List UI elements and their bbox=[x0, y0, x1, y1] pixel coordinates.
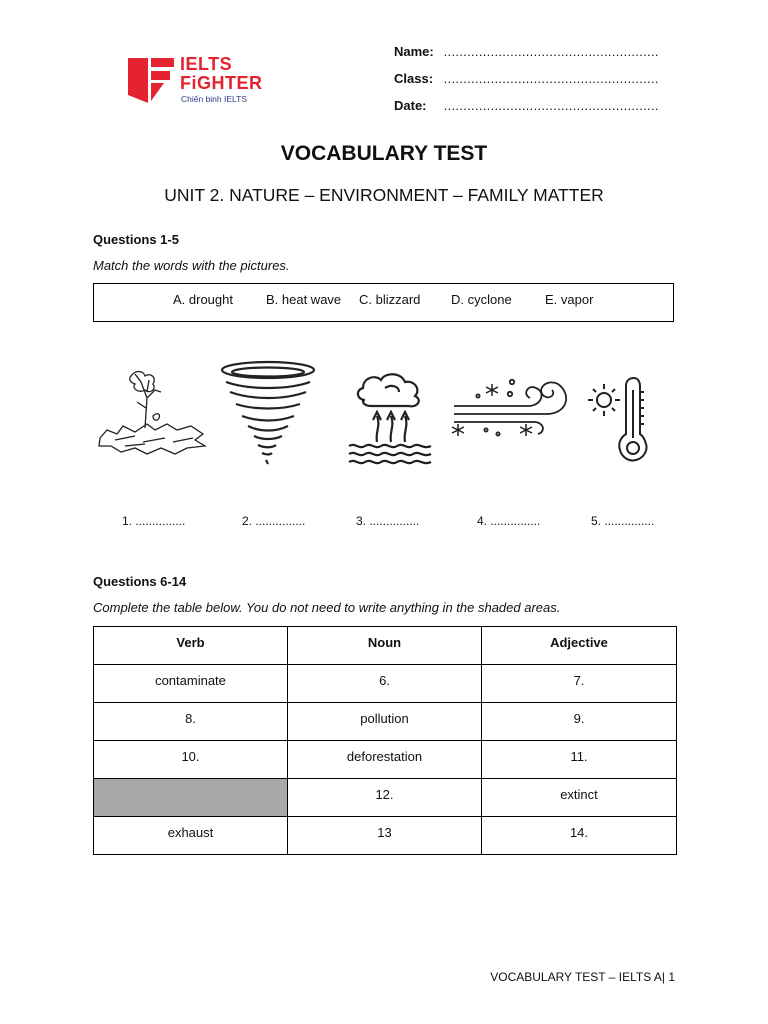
page-footer: VOCABULARY TEST – IELTS A| 1 bbox=[490, 970, 675, 984]
table-cell-answer[interactable]: 11. bbox=[482, 741, 677, 779]
table-cell-shaded bbox=[94, 779, 288, 817]
table-cell: extinct bbox=[482, 779, 677, 817]
table-cell-answer[interactable]: 6. bbox=[288, 665, 482, 703]
class-field[interactable] bbox=[394, 71, 659, 98]
word-option-a: A. drought bbox=[173, 292, 233, 307]
word-option-b: B. heat wave bbox=[266, 292, 342, 307]
table-cell-answer[interactable]: 14. bbox=[482, 817, 677, 855]
section1-heading: Questions 1-5 bbox=[93, 232, 179, 247]
answer-blank-3[interactable]: 3. ............... bbox=[356, 514, 420, 528]
table-cell-answer[interactable]: 12. bbox=[288, 779, 482, 817]
heat-wave-picture-icon bbox=[584, 372, 660, 466]
table-row bbox=[94, 741, 677, 779]
logo-tagline: Chiến binh IELTS bbox=[181, 94, 247, 104]
class-blank[interactable]: ....................................................... bbox=[443, 71, 659, 86]
logo-word-ielts: IELTS bbox=[180, 54, 233, 74]
column-header-noun: Noun bbox=[288, 627, 482, 665]
table-row bbox=[94, 703, 677, 741]
answer-blank-2[interactable]: 2. ............... bbox=[242, 514, 306, 528]
vapor-picture-icon bbox=[345, 370, 437, 466]
answer-blank-1[interactable]: 1. ............... bbox=[122, 514, 186, 528]
column-header-verb: Verb bbox=[94, 627, 288, 665]
table-header-row bbox=[94, 627, 677, 665]
logo-word-fighter: FiGHTER bbox=[180, 73, 263, 93]
word-form-table bbox=[93, 626, 677, 855]
table-cell-answer[interactable]: 7. bbox=[482, 665, 677, 703]
table-row bbox=[94, 817, 677, 855]
date-blank[interactable]: ....................................................... bbox=[443, 98, 659, 113]
student-info-fields bbox=[394, 44, 659, 125]
logo-mark-icon bbox=[126, 55, 176, 105]
section2-instruction: Complete the table below. You do not need to write anything in the shaded areas. bbox=[93, 600, 561, 615]
name-field[interactable] bbox=[394, 44, 659, 71]
table-cell: contaminate bbox=[94, 665, 288, 703]
table-cell: pollution bbox=[288, 703, 482, 741]
table-cell-answer[interactable]: 13 bbox=[288, 817, 482, 855]
drought-picture-icon bbox=[95, 368, 210, 460]
table-cell: deforestation bbox=[288, 741, 482, 779]
name-label: Name: bbox=[394, 44, 434, 59]
table-cell-answer[interactable]: 10. bbox=[94, 741, 288, 779]
ielts-fighter-logo bbox=[126, 53, 296, 109]
tornado-picture-icon bbox=[218, 360, 318, 468]
word-option-c: C. blizzard bbox=[359, 292, 421, 307]
section2-heading: Questions 6-14 bbox=[93, 574, 187, 589]
name-blank[interactable]: ....................................................... bbox=[443, 44, 659, 59]
answer-blank-4[interactable]: 4. ............... bbox=[477, 514, 541, 528]
word-option-e: E. vapor bbox=[545, 292, 594, 307]
word-bank-box bbox=[93, 283, 674, 322]
date-label: Date: bbox=[394, 98, 427, 113]
page-title: VOCABULARY TEST bbox=[280, 142, 488, 165]
table-cell-answer[interactable]: 8. bbox=[94, 703, 288, 741]
class-label: Class: bbox=[394, 71, 434, 86]
answer-blank-5[interactable]: 5. ............... bbox=[591, 514, 655, 528]
section1-instruction: Match the words with the pictures. bbox=[93, 258, 290, 273]
date-field[interactable] bbox=[394, 98, 659, 125]
table-cell: exhaust bbox=[94, 817, 288, 855]
picture-row bbox=[0, 360, 768, 470]
table-cell-answer[interactable]: 9. bbox=[482, 703, 677, 741]
blizzard-picture-icon bbox=[450, 374, 574, 444]
word-option-d: D. cyclone bbox=[451, 292, 512, 307]
column-header-adjective: Adjective bbox=[482, 627, 677, 665]
table-row bbox=[94, 779, 677, 817]
unit-subtitle: UNIT 2. NATURE – ENVIRONMENT – FAMILY MATTER bbox=[164, 185, 604, 205]
table-row bbox=[94, 665, 677, 703]
